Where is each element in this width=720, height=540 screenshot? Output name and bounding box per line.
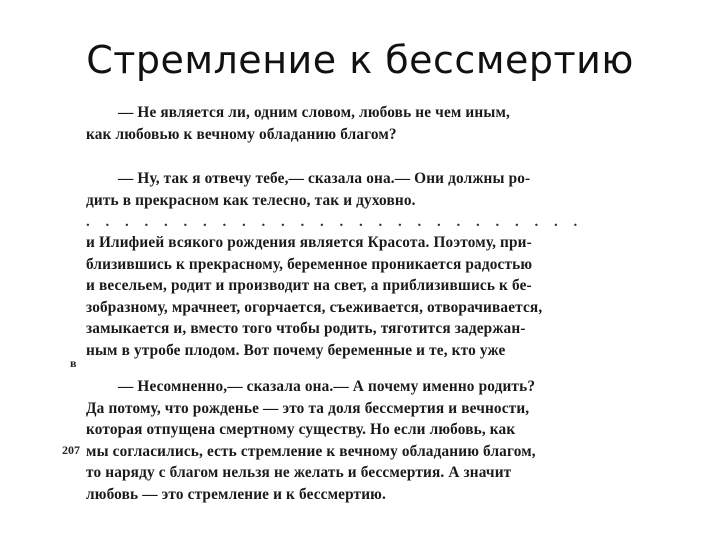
cut-scan-edge: . . . . . . . . . . . . . . . . . . . . . . . . . .: [86, 214, 584, 230]
paragraph-answer: [86, 168, 606, 211]
slide-title: Стремление к бессмертию: [86, 38, 634, 82]
text-line: замыкается и, вместо того чтобы родить, тяготится задержан-: [86, 320, 526, 337]
text-line: дить в прекрасном как телесно, так и духовно.: [86, 191, 416, 209]
text-line: любовь — это стремление и к бессмертию.: [86, 485, 386, 503]
text-line: и весельем, родит и производит на свет, а приблизившись к бе-: [86, 277, 532, 294]
page-number: 207: [62, 443, 80, 457]
text-line: и Илифией всякого рождения является Красота. Поэтому, при-: [86, 234, 532, 251]
text-line: мы согласились, есть стремление к вечному обладанию благом,: [86, 442, 536, 460]
text-line: зобразному, мрачнеет, огорчается, съеживается, отворачивается,: [86, 298, 543, 316]
text-line: то наряду с благом нельзя не желать и бессмертия. А значит: [86, 464, 512, 481]
text-line: как любовью к вечному обладанию благом?: [86, 125, 397, 143]
text-line: — Ну, так я отвечу тебе,— сказала она.— Они должны ро-: [118, 170, 531, 187]
paragraph-immortality: [86, 376, 606, 505]
text-line: близившись к прекрасному, беременное проникается радостью: [86, 255, 533, 273]
text-line: — Несомненно,— сказала она.— А почему именно родить?: [118, 378, 536, 395]
margin-mark: в: [70, 356, 77, 370]
paragraph-beauty: [86, 232, 606, 361]
text-line: Да потому, что рожденье — это та доля бессмертия и вечности,: [86, 399, 530, 417]
paragraph-question: [86, 102, 606, 145]
text-line: — Не является ли, одним словом, любовь не чем иным,: [118, 104, 510, 121]
text-line: которая отпущена смертному существу. Но если любовь, как: [86, 421, 516, 438]
text-line: ным в утробе плодом. Вот почему беременные и те, кто уже: [86, 341, 506, 359]
